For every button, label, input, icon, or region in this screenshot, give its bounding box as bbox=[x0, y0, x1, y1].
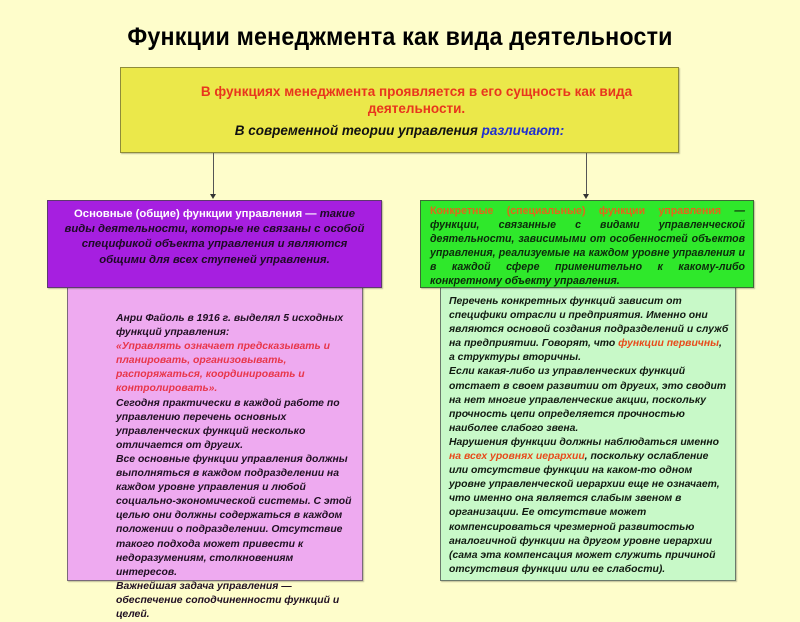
general-functions-definition: такие виды деятельности, которые не связаны с особой спецификой объекта управления и являются общими для всех ступеней управления. bbox=[64, 208, 365, 266]
top-definition-box bbox=[120, 67, 679, 153]
fayol-quote: «Управлять означает предсказывать и планировать, организовывать, распоряжаться, координировать и контролировать». bbox=[116, 341, 330, 395]
top-subtitle-prefix: В современной теории управления bbox=[234, 123, 482, 138]
general-functions-p4: Все основные функции управления должны выполняться в каждом подразделении на каждом уровне управления и любой социально-экономической системы. С этой целью они должны содержаться в каждом положении о подразделении. Отсутствие такого подхода может привести к недоразумениям, столкновениям интересов. bbox=[116, 453, 352, 578]
specific-functions-definition: функции, связанные с видами управленческой деятельности, зависимыми от особенностей объектов управления, реализуемые на каждом уровне управления и в каждой сфере применительно к какому-либо конкретному объекту управления. bbox=[430, 219, 745, 287]
general-functions-header bbox=[47, 200, 382, 288]
general-functions-p3: Сегодня практически в каждой работе по управлению перечень основных управленческих функций несколько отличается от других. bbox=[116, 397, 340, 451]
specific-functions-dash: — bbox=[721, 205, 745, 217]
specific-functions-title: Конкретные (специальные) функции управления bbox=[430, 205, 722, 217]
specific-functions-header bbox=[420, 200, 754, 288]
fayol-intro: Анри Файоль в 1916 г. выделял 5 исходных функций управления: bbox=[116, 313, 344, 339]
connector-left bbox=[213, 153, 214, 195]
page-title: Функции менеджмента как вида деятельности bbox=[127, 23, 673, 51]
general-functions-p5: Важнейшая задача управления — обеспечение соподчиненности функций и целей. bbox=[116, 580, 340, 620]
general-functions-details bbox=[67, 287, 363, 620]
specific-functions-p1-end: , а структуры вторичны. bbox=[449, 338, 722, 364]
connector-right bbox=[586, 153, 587, 195]
top-subtitle bbox=[121, 123, 678, 138]
arrow-left-icon bbox=[210, 194, 216, 199]
specific-functions-p3 bbox=[449, 436, 729, 577]
specific-functions-p1-highlight: функции первичны bbox=[618, 338, 719, 350]
arrow-right-icon bbox=[583, 194, 589, 199]
top-statement: В функциях менеджмента проявляется в его сущность как вида деятельности. bbox=[200, 84, 633, 116]
specific-functions-p3-text: Нарушения функции должны наблюдаться именно bbox=[449, 436, 720, 448]
top-subtitle-highlight: различают: bbox=[481, 123, 565, 138]
specific-functions-details bbox=[440, 287, 736, 581]
specific-functions-p2: Если какая-либо из управленческих функций отстает в своем развитии от других, это сводит на нет многие управленческие акции, поскольку прочность цепи определяется прочностью наиболее слабого звена. bbox=[449, 366, 727, 434]
specific-functions-p1-text: Перечень конкретных функций зависит от специфики отрасли и предприятия. Именно они являются основой создания подразделений и служб на предприятии. Говорят, что bbox=[449, 296, 729, 350]
specific-functions-p1 bbox=[449, 295, 729, 365]
general-functions-title: Основные (общие) функции управления — bbox=[74, 208, 317, 220]
specific-functions-p3-end: , поскольку ослабление или отсутствие функции на каком-то одном уровне управленческой иерархии еще не означает, что именно она является слабым звеном в организации. Ее отсутствие может компенсироваться чрезмерной развитостью аналогичной функции на другом уровне иерархии (сама эта компенсация может служить причиной отсутствия функции или ее слабости). bbox=[449, 451, 720, 575]
specific-functions-p3-highlight: на всех уровнях иерархии bbox=[449, 451, 585, 463]
